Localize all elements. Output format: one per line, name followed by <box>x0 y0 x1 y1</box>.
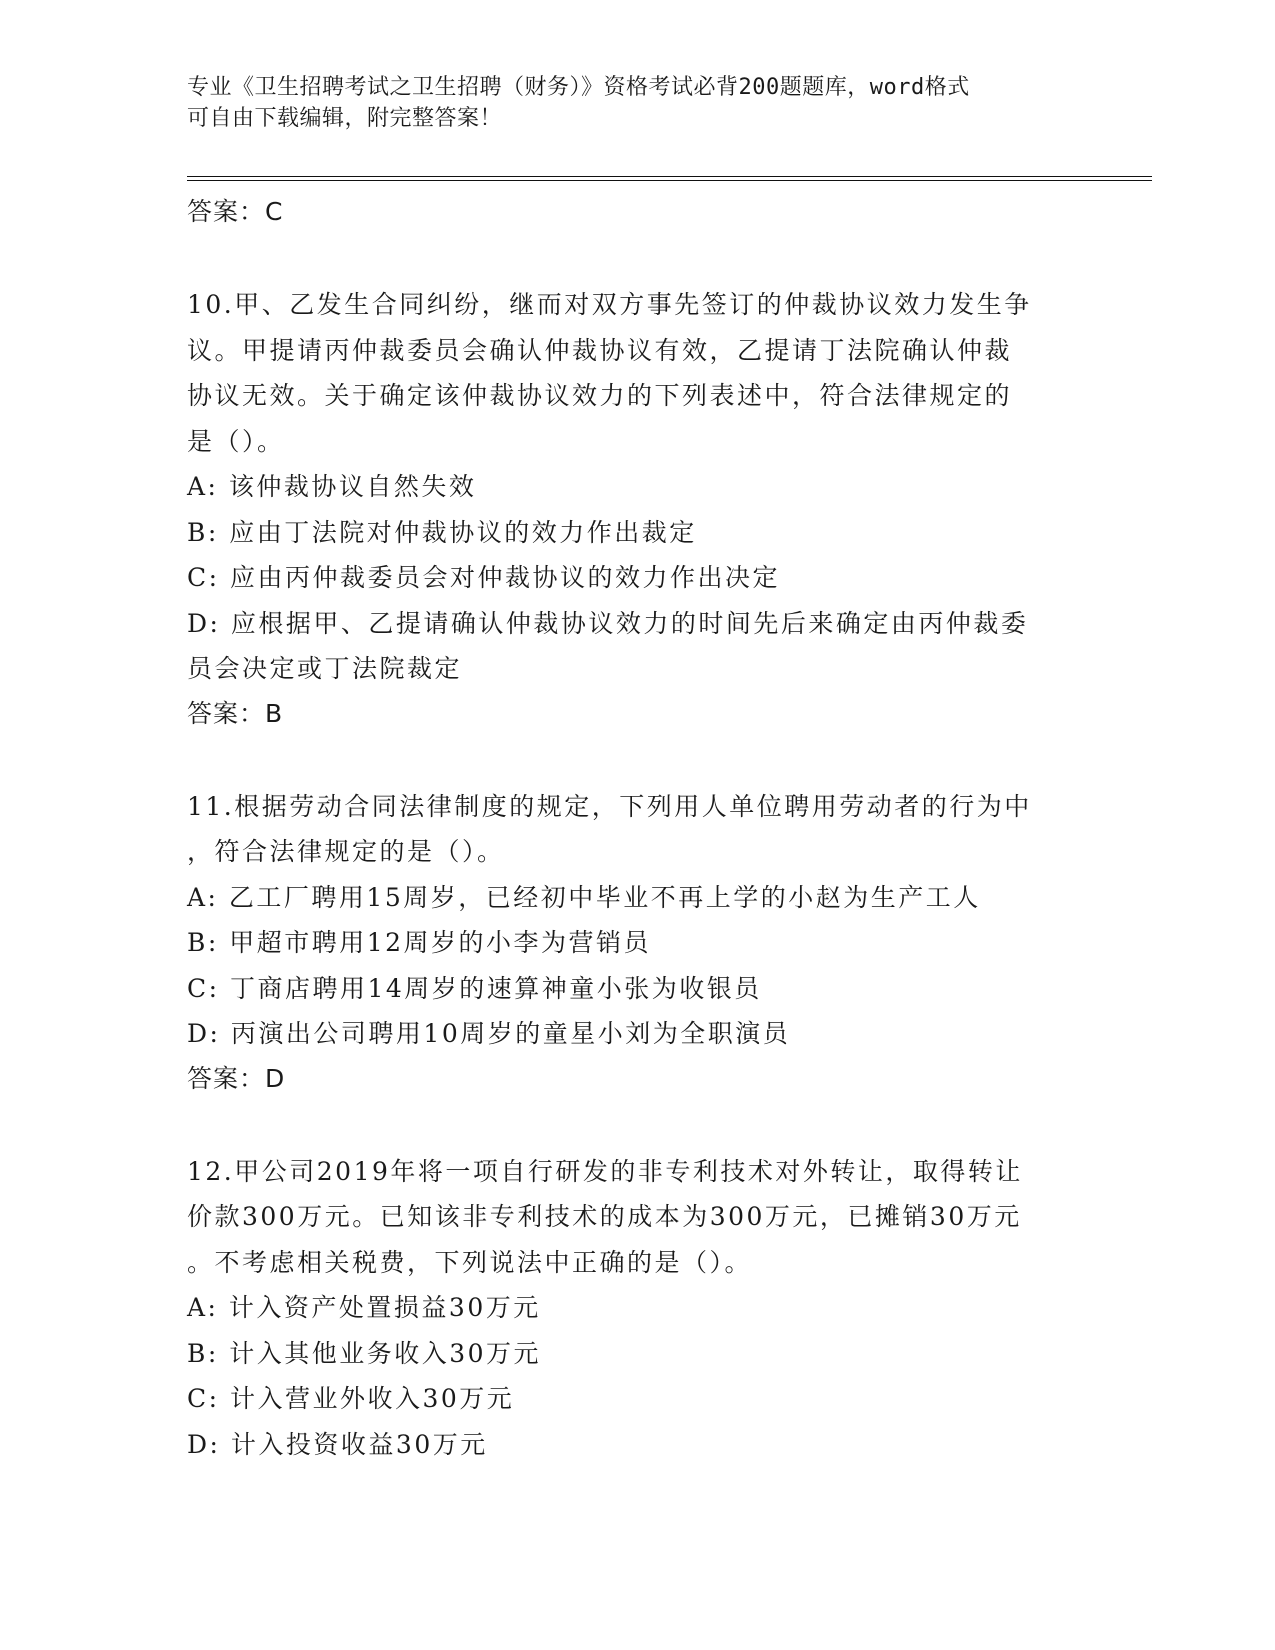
header-line-1: 专业《卫生招聘考试之卫生招聘（财务）》资格考试必背200题题库，word格式 <box>187 75 970 100</box>
option-c: C: 计入营业外收入30万元 <box>187 1384 515 1413</box>
option-d: D: 计入投资收益30万元 <box>187 1429 488 1459</box>
question-12 <box>187 1149 1077 1468</box>
option-a: A: 计入资产处置损益30万元 <box>187 1293 541 1322</box>
option-c: C: 应由丙仲裁委员会对仲裁协议的效力作出决定 <box>187 563 780 592</box>
option-b: B: 甲超市聘用12周岁的小李为营销员 <box>187 928 652 957</box>
question-11 <box>187 784 1077 1101</box>
answer-previous: 答案：C <box>187 197 284 226</box>
question-stem-line: 协议无效。关于确定该仲裁协议效力的下列表述中，符合法律规定的 <box>187 381 1013 410</box>
option-a: A: 该仲裁协议自然失效 <box>187 472 477 501</box>
answer: 答案：D <box>187 1063 286 1093</box>
question-stem-line: 10.甲、乙发生合同纠纷，继而对双方事先签订的仲裁协议效力发生争 <box>187 290 1032 319</box>
option-d-continued: 员会决定或丁法院裁定 <box>187 654 463 683</box>
option-d: D: 丙演出公司聘用10周岁的童星小刘为全职演员 <box>187 1019 791 1048</box>
answer: 答案：B <box>187 698 284 728</box>
option-b: B: 计入其他业务收入30万元 <box>187 1338 542 1368</box>
question-stem-line: ，符合法律规定的是（）。 <box>187 837 505 866</box>
option-a: A: 乙工厂聘用15周岁，已经初中毕业不再上学的小赵为生产工人 <box>187 882 981 912</box>
option-b: B: 应由丁法院对仲裁协议的效力作出裁定 <box>187 517 697 547</box>
option-d: D: 应根据甲、乙提请确认仲裁协议效力的时间先后来确定由丙仲裁委 <box>187 608 1029 638</box>
question-stem-line: 议。甲提请丙仲裁委员会确认仲裁协议有效，乙提请丁法院确认仲裁 <box>187 335 1013 365</box>
question-stem-line: 是（）。 <box>187 426 285 456</box>
document-body <box>187 190 1077 1467</box>
question-10 <box>187 282 1077 736</box>
question-stem-line: 价款300万元。已知该非专利技术的成本为300万元，已摊销30万元 <box>187 1202 1022 1231</box>
question-stem-line: 11.根据劳动合同法律制度的规定，下列用人单位聘用劳动者的行为中 <box>187 791 1032 821</box>
question-stem-line: 12.甲公司2019年将一项自行研发的非专利技术对外转让，取得转让 <box>187 1156 1023 1186</box>
document-header <box>187 72 1067 134</box>
option-c: C: 丁商店聘用14周岁的速算神童小张为收银员 <box>187 973 762 1003</box>
header-divider <box>187 176 1152 181</box>
header-line-2: 可自由下载编辑，附完整答案！ <box>187 106 503 131</box>
question-stem-line: 。不考虑相关税费，下列说法中正确的是（）。 <box>187 1247 753 1277</box>
